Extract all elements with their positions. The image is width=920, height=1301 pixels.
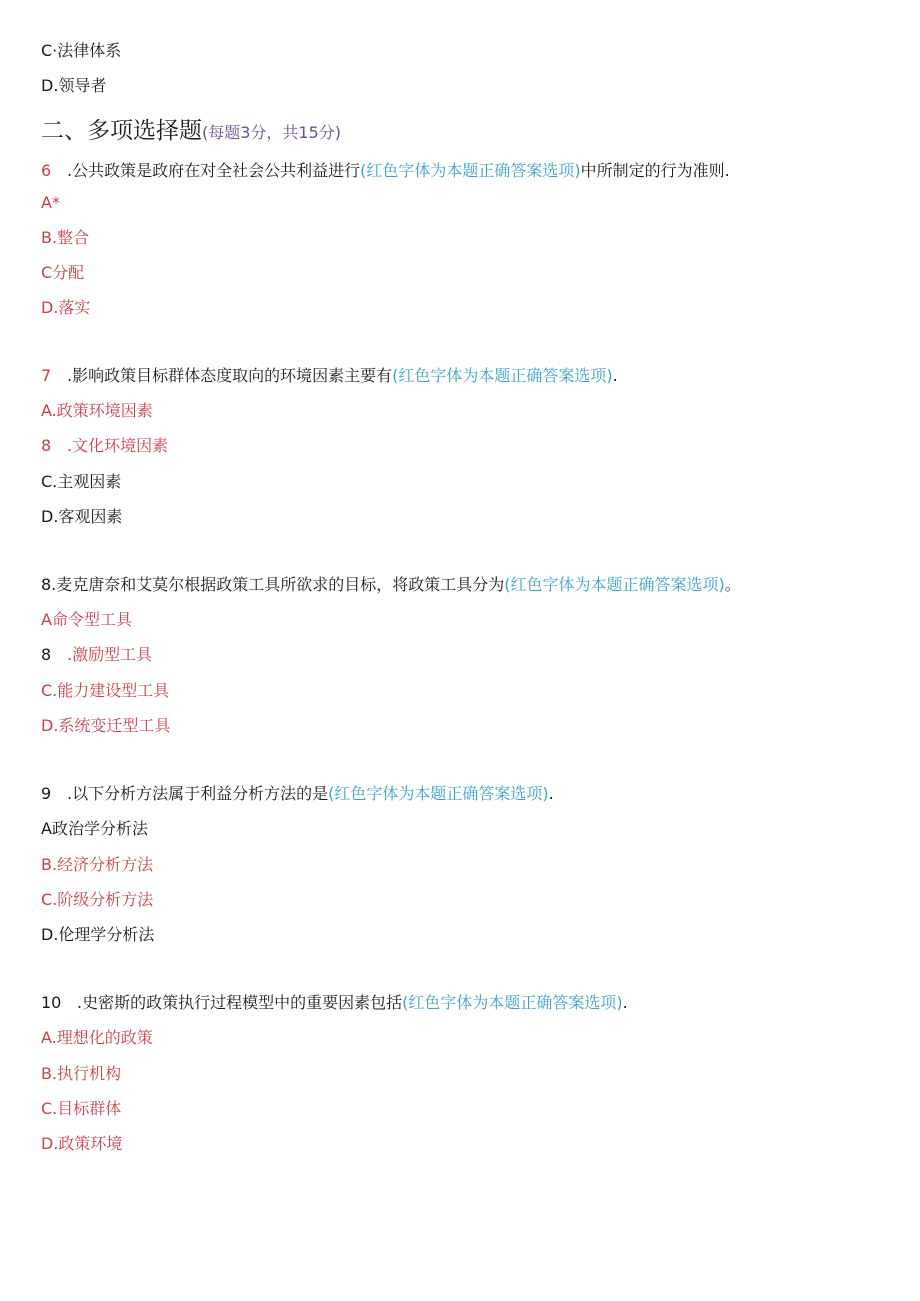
question-number: 9 [41, 784, 52, 803]
option-number: 8 [41, 436, 52, 455]
question-6 [41, 160, 730, 182]
q6-option-a: A* [41, 193, 60, 212]
q7-option-c: C.主观因素 [41, 472, 122, 491]
q10-option-b: B.执行机构 [41, 1064, 122, 1083]
q9-option-b: B.经济分析方法 [41, 855, 154, 874]
answer-hint: (红色字体为本题正确答案选项) [504, 575, 725, 594]
question-text-end: 中所制定的行为准则. [580, 161, 730, 180]
q6-option-d: D.落实 [41, 298, 91, 317]
question-text: .公共政策是政府在对全社会公共利益进行 [67, 161, 361, 180]
q10-option-a: A.理想化的政策 [41, 1028, 153, 1047]
q8-option-a: A命令型工具 [41, 610, 132, 629]
question-text-end: . [622, 993, 628, 1012]
question-10 [41, 992, 628, 1014]
q10-option-c: C.目标群体 [41, 1099, 122, 1118]
question-text: .以下分析方法属于利益分析方法的是 [67, 784, 329, 803]
section-note: (每题3分，共15分) [202, 123, 342, 142]
question-8 [41, 574, 741, 596]
option-d-top: D.领导者 [41, 76, 107, 95]
q7-option-a: A.政策环境因素 [41, 401, 153, 420]
q10-option-d: D.政策环境 [41, 1134, 123, 1153]
question-text: 8.麦克唐奈和艾莫尔根据政策工具所欲求的目标，将政策工具分为 [41, 575, 505, 594]
q6-option-c: C分配 [41, 263, 85, 282]
option-text: .激励型工具 [67, 645, 153, 664]
option-text: .文化环境因素 [67, 436, 169, 455]
q8-option-c: C.能力建设型工具 [41, 681, 170, 700]
q9-option-c: C.阶级分析方法 [41, 890, 154, 909]
question-9 [41, 783, 554, 805]
question-number: 10 [41, 993, 62, 1012]
q7-option-b [41, 435, 168, 457]
question-number: 6 [41, 161, 52, 180]
question-text-end: . [548, 784, 554, 803]
section-heading [41, 116, 341, 148]
q8-option-b [41, 644, 152, 666]
q9-option-d: D.伦理学分析法 [41, 925, 155, 944]
question-text-end: 。 [724, 575, 741, 594]
question-text-end: . [612, 366, 618, 385]
q9-option-a: A政治学分析法 [41, 819, 148, 838]
q8-option-d: D.系统变迁型工具 [41, 716, 171, 735]
option-number: 8 [41, 645, 52, 664]
question-text: .影响政策目标群体态度取向的环境因素主要有 [67, 366, 393, 385]
question-7 [41, 365, 618, 387]
section-title: 二、多项选择题 [41, 118, 202, 144]
q6-option-b: B.整合 [41, 228, 90, 247]
question-text: .史密斯的政策执行过程模型中的重要因素包括 [77, 993, 403, 1012]
q7-option-d: D.客观因素 [41, 507, 123, 526]
option-c-top: C·法律体系 [41, 41, 122, 60]
answer-hint: (红色字体为本题正确答案选项) [392, 366, 613, 385]
answer-hint: (红色字体为本题正确答案选项) [402, 993, 623, 1012]
answer-hint: (红色字体为本题正确答案选项) [328, 784, 549, 803]
question-number: 7 [41, 366, 52, 385]
answer-hint: (红色字体为本题正确答案选项) [360, 161, 581, 180]
